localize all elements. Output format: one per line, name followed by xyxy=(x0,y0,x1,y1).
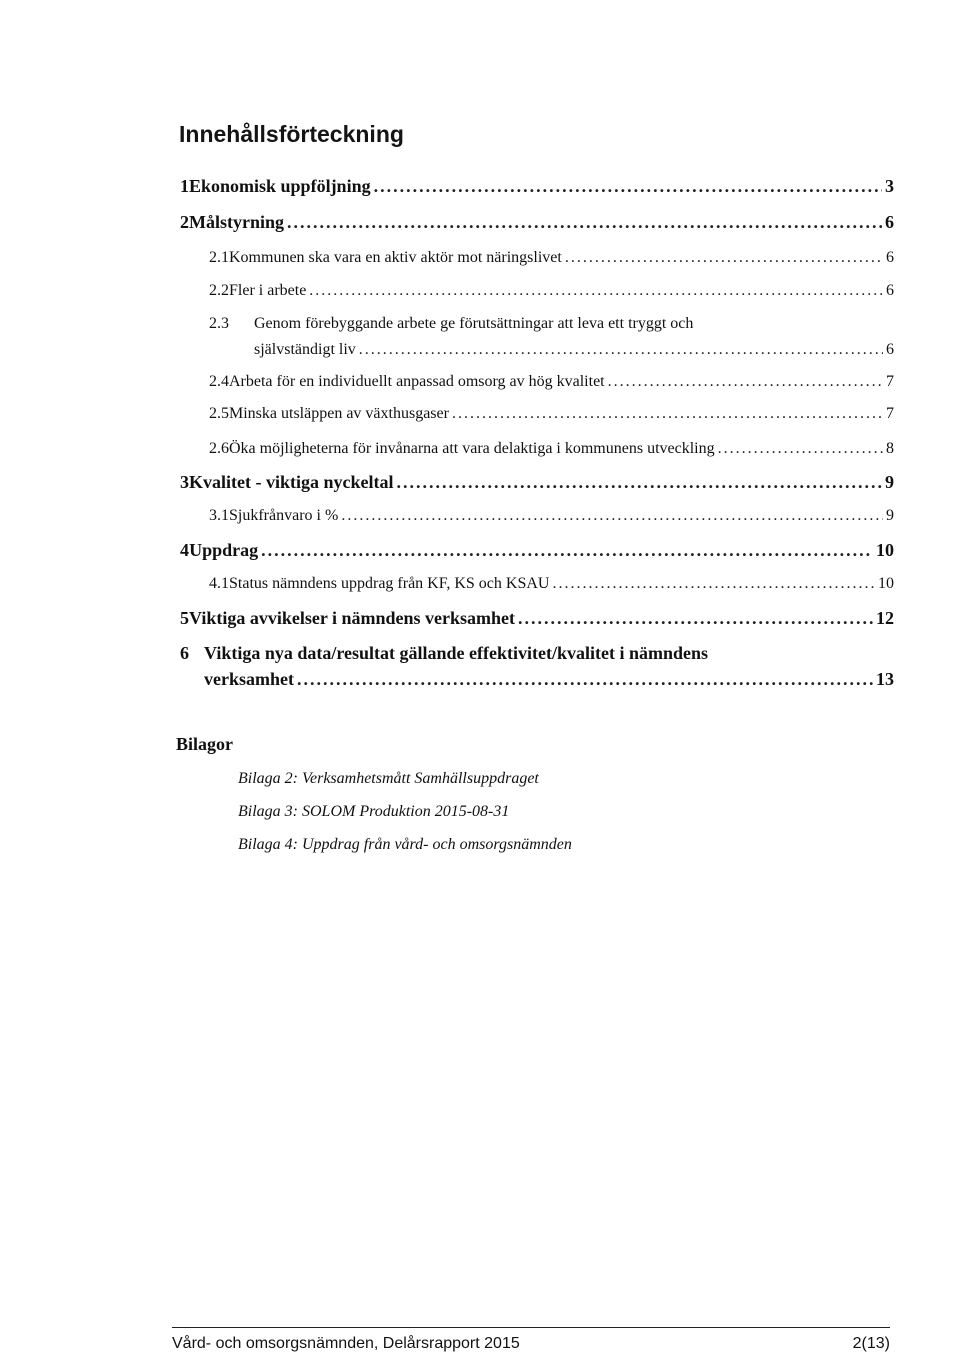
toc-entry-number: 2.1 xyxy=(209,249,229,266)
dot-leader xyxy=(718,440,883,458)
toc-entry-title: Arbeta för en individuellt anpassad omsorg av hög kvalitet xyxy=(229,373,605,390)
toc-entry-2-5[interactable] xyxy=(209,405,894,423)
toc-entry-number: 1 xyxy=(180,176,189,196)
toc-entry-2-3[interactable] xyxy=(254,341,894,359)
toc-entry-4[interactable] xyxy=(180,540,894,561)
toc-entry-number: 2.2 xyxy=(209,282,229,299)
dot-leader xyxy=(359,341,883,359)
bilaga-item: Bilaga 4: Uppdrag från vård- och omsorgsnämnden xyxy=(238,836,572,853)
toc-entry-page: 6 xyxy=(886,341,894,358)
toc-entry-page: 7 xyxy=(886,373,894,390)
toc-entry-number: 2.3 xyxy=(209,315,229,332)
toc-entry-2-2[interactable] xyxy=(209,282,894,300)
dot-leader xyxy=(341,507,883,525)
bilagor-heading: Bilagor xyxy=(176,734,233,754)
toc-entry-page: 13 xyxy=(876,669,894,689)
toc-entry-number: 4 xyxy=(180,540,189,560)
toc-entry-number: 6 xyxy=(180,643,189,663)
dot-leader xyxy=(374,176,882,197)
toc-entry-2-6[interactable] xyxy=(209,440,894,458)
toc-entry-number: 5 xyxy=(180,608,189,628)
toc-entry-title: Fler i arbete xyxy=(229,282,307,299)
toc-entry-2-1[interactable] xyxy=(209,249,894,267)
toc-entry-page: 6 xyxy=(886,282,894,299)
dot-leader xyxy=(565,249,883,267)
toc-entry-page: 3 xyxy=(885,176,894,196)
dot-leader xyxy=(518,608,873,629)
bilaga-item: Bilaga 3: SOLOM Produktion 2015-08-31 xyxy=(238,803,510,820)
toc-entry-title: Öka möjligheterna för invånarna att vara delaktiga i kommunens utveckling xyxy=(229,440,715,457)
toc-entry-6-line1[interactable] xyxy=(180,643,708,664)
toc-entry-6[interactable] xyxy=(204,669,894,690)
toc-entry-page: 8 xyxy=(886,440,894,457)
toc-entry-page: 6 xyxy=(886,249,894,266)
dot-leader xyxy=(309,282,883,300)
toc-entry-number: 3 xyxy=(180,472,189,492)
toc-entry-title: Ekonomisk uppföljning xyxy=(189,176,371,196)
footer-page-number: 2(13) xyxy=(852,1335,890,1352)
dot-leader xyxy=(396,472,882,493)
toc-entry-page: 9 xyxy=(886,507,894,524)
toc-entry-title: Kommunen ska vara en aktiv aktör mot näringslivet xyxy=(229,249,562,266)
toc-entry-3-1[interactable] xyxy=(209,507,894,525)
toc-entry-2[interactable] xyxy=(180,212,894,233)
toc-entry-page: 6 xyxy=(885,212,894,232)
toc-entry-number: 2 xyxy=(180,212,189,232)
dot-leader xyxy=(261,540,873,561)
toc-entry-number: 2.5 xyxy=(209,405,229,422)
footer-rule xyxy=(172,1327,890,1328)
toc-entry-3[interactable] xyxy=(180,472,894,493)
toc-entry-2-3-line1[interactable] xyxy=(209,315,693,333)
toc-entry-number: 3.1 xyxy=(209,507,229,524)
toc-entry-page: 9 xyxy=(885,472,894,492)
toc-entry-title: Status nämndens uppdrag från KF, KS och KSAU xyxy=(229,575,550,592)
toc-entry-title-line1: Genom förebyggande arbete ge förutsättningar att leva ett tryggt och xyxy=(254,315,694,332)
toc-entry-title: Målstyrning xyxy=(189,212,285,232)
dot-leader xyxy=(608,373,883,391)
dot-leader xyxy=(297,669,873,690)
toc-entry-title: självständigt liv xyxy=(254,341,356,358)
toc-entry-number: 2.4 xyxy=(209,373,229,390)
toc-entry-2-4[interactable] xyxy=(209,373,894,391)
footer-document-title: Vård- och omsorgsnämnden, Delårsrapport 2015 xyxy=(172,1335,520,1352)
page-footer xyxy=(172,1335,890,1353)
toc-entry-5[interactable] xyxy=(180,608,894,629)
dot-leader xyxy=(452,405,883,423)
toc-entry-title: Kvalitet - viktiga nyckeltal xyxy=(189,472,394,492)
toc-entry-number: 2.6 xyxy=(209,440,229,457)
dot-leader xyxy=(287,212,882,233)
toc-entry-title-line1: Viktiga nya data/resultat gällande effektivitet/kvalitet i nämndens xyxy=(204,643,708,663)
toc-entry-title: Viktiga avvikelser i nämndens verksamhet xyxy=(189,608,516,628)
toc-entry-page: 10 xyxy=(876,540,894,560)
dot-leader xyxy=(552,575,875,593)
toc-entry-1[interactable] xyxy=(180,176,894,197)
toc-entry-page: 12 xyxy=(876,608,894,628)
toc-entry-page: 7 xyxy=(886,405,894,422)
toc-entry-title: Uppdrag xyxy=(189,540,259,560)
toc-entry-title: verksamhet xyxy=(204,669,294,689)
toc-entry-number: 4.1 xyxy=(209,575,229,592)
bilaga-item: Bilaga 2: Verksamhetsmått Samhällsuppdraget xyxy=(238,770,539,787)
toc-entry-4-1[interactable] xyxy=(209,575,894,593)
toc-title: Innehållsförteckning xyxy=(179,121,404,147)
toc-entry-title: Minska utsläppen av växthusgaser xyxy=(229,405,449,422)
toc-entry-title: Sjukfrånvaro i % xyxy=(229,507,339,524)
toc-entry-page: 10 xyxy=(878,575,894,592)
